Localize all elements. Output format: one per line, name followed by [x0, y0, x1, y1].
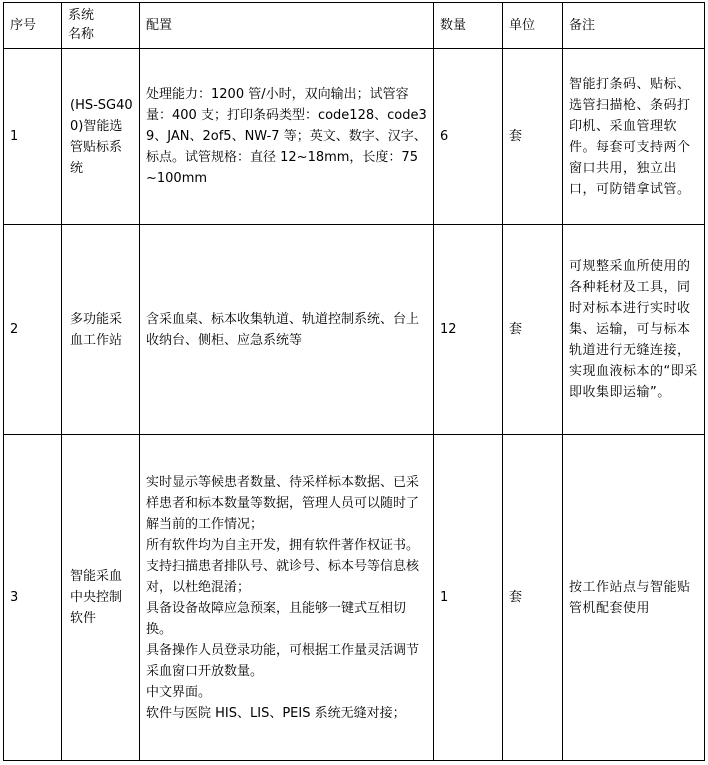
header-config: 配置	[140, 3, 434, 49]
header-system-name-line2: 名称	[68, 27, 95, 42]
row-system-name: 多功能采血工作站	[62, 225, 140, 435]
config-line: 实时显示等候患者数量、待采样标本数据、已采样患者和标本数量等数据，管理人员可以随时了解当前的工作情况；	[146, 474, 420, 532]
row-note: 可规整采血所使用的各种耗材及工具，同时对标本进行实时收集、运输，可与标本轨道进行无缝连接，实现血液标本的“即采即收集即运输”。	[563, 225, 705, 435]
row-no: 2	[4, 225, 62, 435]
header-unit: 单位	[503, 3, 563, 49]
header-qty: 数量	[434, 3, 503, 49]
equipment-spec-table	[3, 2, 705, 761]
row-qty: 1	[434, 435, 503, 761]
row-unit: 套	[503, 435, 563, 761]
header-system-name	[62, 3, 140, 49]
table-row	[4, 225, 705, 435]
row-note: 按工作站点与智能贴管机配套使用	[563, 435, 705, 761]
table-header-row	[4, 3, 705, 49]
config-line: 支持扫描患者排队号、就诊号、标本号等信息核对，以杜绝混淆；	[146, 558, 420, 595]
row-no: 1	[4, 49, 62, 225]
config-line: 软件与医院 HIS、LIS、PEIS 系统无缝对接；	[146, 705, 406, 721]
config-line: 具备设备故障应急预案，且能够一键式互相切换。	[146, 600, 407, 637]
row-system-name: (HS-SG400)智能选管贴标系统	[62, 49, 140, 225]
config-line: 处理能力：1200 管/小时，双向输出；试管容量：400 支；打印条码类型：code128、code39、JAN、2of5、NW-7 等；英文、数字、汉字、标点。试管规格：直径 12~18mm，长度：75~100mm	[146, 87, 427, 186]
row-qty: 6	[434, 49, 503, 225]
row-config	[140, 49, 434, 225]
header-system-name-line1: 系统	[68, 8, 95, 23]
config-line: 所有软件均为自主开发，拥有软件著作权证书。	[146, 537, 420, 553]
row-unit: 套	[503, 225, 563, 435]
table-row	[4, 49, 705, 225]
row-config	[140, 225, 434, 435]
header-no: 序号	[4, 3, 62, 49]
row-config	[140, 435, 434, 761]
row-note: 智能打条码、贴标、选管扫描枪、条码打印机、采血管理软件。每套可支持两个窗口共用，独立出口，可防错拿试管。	[563, 49, 705, 225]
row-no: 3	[4, 435, 62, 761]
row-unit: 套	[503, 49, 563, 225]
config-line: 具备操作人员登录功能，可根据工作量灵活调节采血窗口开放数量。	[146, 642, 420, 679]
table-row	[4, 435, 705, 761]
row-qty: 12	[434, 225, 503, 435]
header-note: 备注	[563, 3, 705, 49]
row-system-name: 智能采血中央控制软件	[62, 435, 140, 761]
config-line: 中文界面。	[146, 684, 212, 700]
config-line: 含采血桌、标本收集轨道、轨道控制系统、台上收纳台、侧柜、应急系统等	[146, 311, 420, 348]
